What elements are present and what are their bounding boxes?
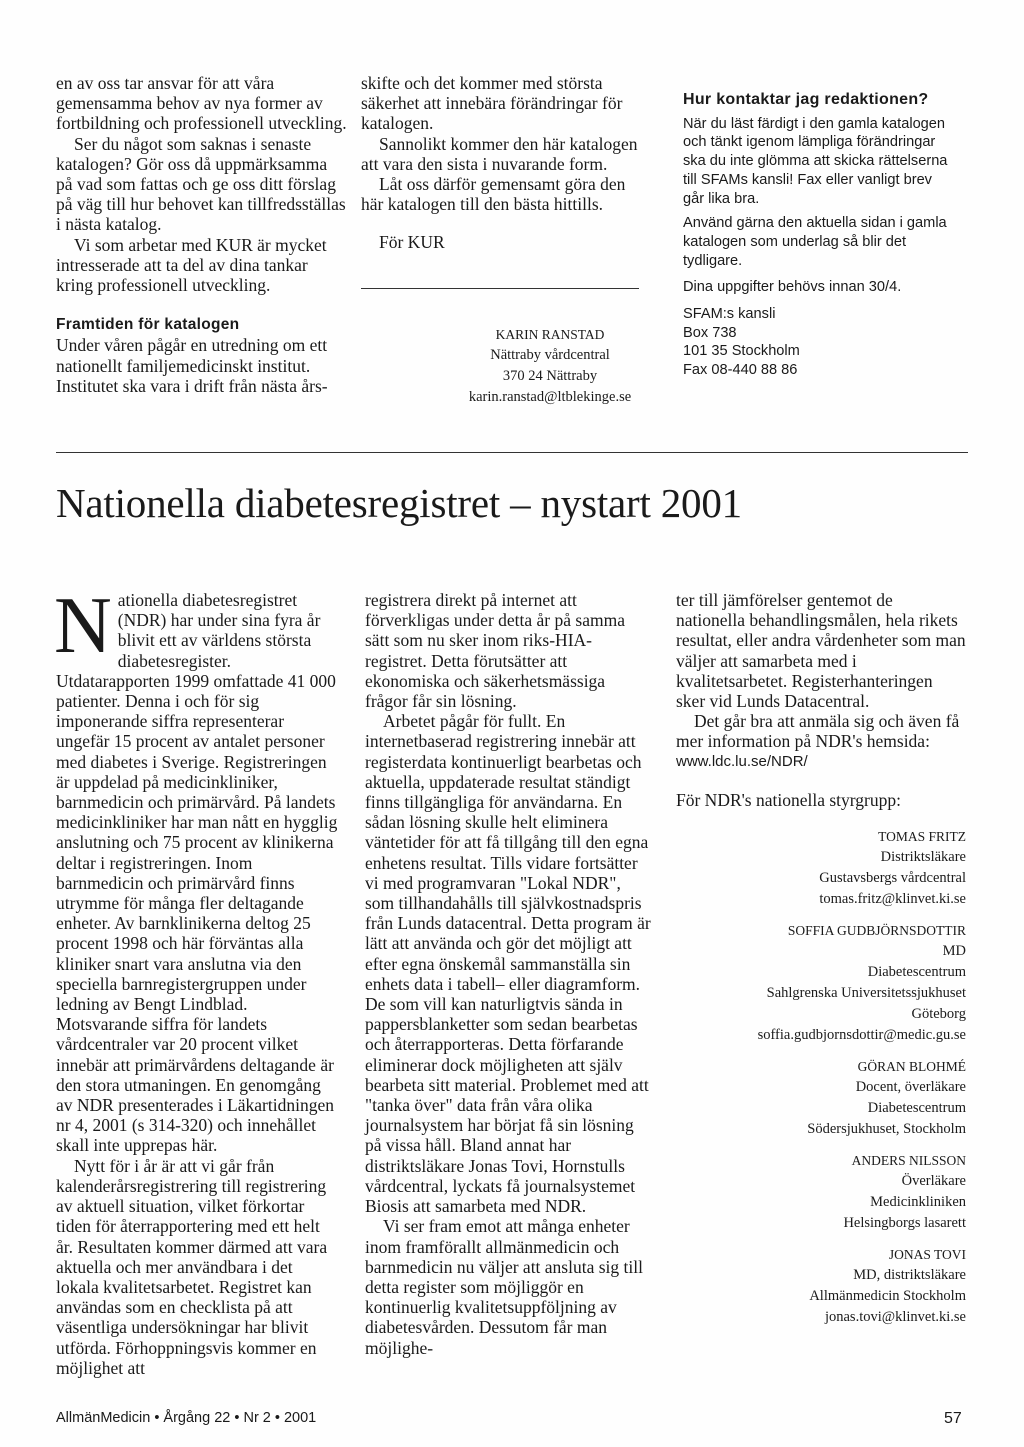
sidebar-deadline: Dina uppgifter behövs innan 30/4. (683, 279, 902, 296)
contact-name: ANDERS NILSSON (851, 1153, 966, 1169)
contact-email: soffia.gudbjornsdottir@medic.gu.se (757, 1027, 966, 1044)
page-number: 57 (944, 1410, 962, 1427)
signature-block (440, 324, 660, 408)
contact-list (676, 826, 966, 1328)
sidebar-address-line-2: Box 738 (683, 324, 737, 341)
contact-block (676, 920, 966, 1046)
article-col3-para-1: ter till jämförelser gentemot de nationella behandlingsmålen, hela rikets resultat, eller andra vårdenheter som man väljer att samarbeta med i kvalitetsarbetet. Registerhanteringen sker vid Lunds Datacentral. (676, 590, 966, 712)
drop-cap: N (54, 582, 112, 670)
article-col2-para-2: Arbetet pågår för fullt. En internetbaserad registrering innebär att registerdata kontinuerligt bearbetas och aktuella, uppdaterade resultat ständigt finns tillgängliga för användarna. En sådan lösning skulle helt eliminera väntetider för att få tillgång till den egna enhetens resultat. Tills vidare fortsätter vi med programvaran "Lokal NDR", som tillhandahålls till självkostnadspris från Lunds datacentral. Detta program är lätt att använda och gör det möjligt att efter egna önskemål sammanställa sin enhets data i tabell– eller diagramform. De som vill kan naturligtvis sända in pappersblanketter som sedan bearbetas och återrapporteras. Detta förfarande eliminerar dock möjligheten att själv bearbeta sitt material. Problemet med att "tanka över" data från våra olika journalsystem har börjat få sin lösning på vissa håll. Bland annat har distriktsläkare Jonas Tovi, Hornstulls vårdcentral, lyckats få journalsystemet Biosis att samarbeta med NDR. (365, 711, 651, 1217)
sidebar-para-2: Använd gärna den aktuella sidan i gamla katalogen som underlag så blir det tydligare. (683, 215, 947, 269)
signature-workplace: Nättraby vårdcentral (490, 347, 610, 363)
signoff-rule (361, 288, 639, 289)
contact-block (676, 1056, 966, 1140)
top-col1-para-1: en av oss tar ansvar för att våra gemensamma behov av nya former av fortbildning och professionell utveckling. (56, 73, 347, 134)
article-column-1 (54, 582, 338, 1378)
contact-name: SOFFIA GUDBJÖRNSDOTTIR (787, 923, 966, 939)
signature-name: KARIN RANSTAD (495, 327, 605, 342)
contact-department: Medicinkliniken (870, 1194, 966, 1211)
sidebar-fax: Fax 08-440 88 86 (683, 362, 798, 379)
top-col1-para-4: Under våren pågår en utredning om ett nationellt familjemedicinskt institut. Institutet ska vara i drift från nästa års- (56, 335, 328, 396)
contact-title: Distriktsläkare (880, 849, 966, 866)
contact-workplace: Sahlgrenska Universitetssjukhuset (766, 985, 966, 1002)
article-intro-text: ationella diabetesregistret (NDR) har under sina fyra år blivit ett av världens största diabetesregister. Utdatarapporten 1999 omfattade 41 000 patienter. Denna i och för sig imponerande siffra representerar ungefär 15 procent av antalet personer med diabetes i Sverige. Registreringen är uppdelad på medicinkliniker, barnmedicin och primärvård. På landets medicinkliniker har man nått en hygglig anslutning och 75 procent av klinikerna deltar i registreringen. Inom barnmedicin och primärvård finns utrymme för många fler deltagande enheter. Av barnklinikerna deltog 25 procent 1998 och här förväntas alla kliniker snart vara anslutna via den speciella barnregistergruppen under ledning av Bengt Lindblad. Motsvarande siffra för landets vårdcentraler var 20 procent vilket innebär att primärvårdens deltagande är den stora utmaningen. En genomgång av NDR presenterades i Läkartidningen nr 4, 2001 (s 314-320) och innehållet skall inte upprepas här. (56, 590, 338, 1156)
sidebar-para-1: När du läst färdigt i den gamla katalogen och tänkt igenom lämpliga förändringar ska du inte glömma att skicka rättelserna till SFAMs kansli! Fax eller vanligt brev går lika bra. (683, 115, 948, 207)
contact-title: Docent, överläkare (855, 1079, 966, 1096)
contact-email: jonas.tovi@klinvet.ki.se (824, 1309, 966, 1326)
contact-email: tomas.fritz@klinvet.ki.se (819, 891, 966, 908)
article-col3-para-2: Det går bra att anmäla sig och även få mer information på NDR's hemsida: (676, 711, 960, 752)
top-col1-para-3: Vi som arbetar med KUR är mycket intresserade att ta del av dina tankar kring professionell utveckling. (56, 234, 327, 296)
article-col1-para-2: Nytt för i år är att vi går från kalenderårsregistrering till registrering av aktuell situation, vilket förkortar tiden för återrapportering med ett helt år. Resultaten kommer därmed att vara aktuella och mer användbara i det lokala kvalitetsarbetet. Registret kan användas som en checklista på att väsentliga undersökningar har blivit utförda. Förhoppningsvis kommer en möjlighet att (56, 1155, 328, 1378)
contact-department: Diabetescentrum (867, 964, 966, 981)
contact-title: MD, distriktsläkare (853, 1267, 966, 1284)
contact-workplace: Södersjukhuset, Stockholm (807, 1121, 966, 1138)
signoff-text: För KUR (379, 232, 445, 253)
steering-group-heading: För NDR's nationella styrgrupp: (676, 789, 901, 810)
article-col2-para-3: Vi ser fram emot att många enheter inom framförallt allmänmedicin och barnmedicin nu väljer att ansluta sig till detta register som möjliggör en kontinuerlig kvalitetsuppföljning av diabetesvården. Dessutom får man möjlighe- (365, 1216, 643, 1358)
contact-block (676, 826, 966, 910)
section-heading-future: Framtiden för katalogen (56, 316, 240, 334)
contact-title: MD (942, 943, 966, 960)
top-column-1 (56, 73, 348, 396)
signature-email: karin.ranstad@ltblekinge.se (468, 389, 632, 405)
top-col1-para-2: Ser du något som saknas i senaste katalogen? Gör oss då uppmärksamma på vad som fattas och ge oss ditt förslag på väg till hur behovet kan tillfredsställas i nästa katalog. (56, 133, 346, 235)
contact-sidebar (683, 91, 953, 380)
top-column-2 (361, 73, 651, 253)
sidebar-address-line-3: 101 35 Stockholm (683, 343, 800, 360)
top-col2-para-1: skifte och det kommer med största säkerhet att innebära förändringar för katalogen. (361, 73, 623, 134)
contact-city: Göteborg (911, 1006, 966, 1023)
article-column-2 (365, 590, 651, 1358)
sidebar-heading: Hur kontaktar jag redaktionen? (683, 91, 929, 108)
journal-footer: AllmänMedicin • Årgång 22 • Nr 2 • 2001 (56, 1410, 317, 1426)
contact-block (676, 1244, 966, 1328)
contact-workplace: Gustavsbergs vårdcentral (819, 870, 966, 887)
top-col2-para-3: Låt oss därför gemensamt göra den här katalogen till den bästa hittills. (361, 174, 626, 215)
article-col2-para-1: registrera direkt på internet att förverkligas under detta år på samma sätt som nu sker inom riks-HIA-registret. Detta förutsätter att ekonomiska och säkerhetsmässiga frågor får sin lösning. (365, 590, 625, 712)
contact-department: Diabetescentrum (867, 1100, 966, 1117)
contact-name: TOMAS FRITZ (878, 829, 966, 845)
top-col2-para-2: Sannolikt kommer den här katalogen att vara den sista i nuvarande form. (361, 133, 638, 174)
article-title: Nationella diabetesregistret – nystart 2001 (56, 480, 742, 526)
contact-name: JONAS TOVI (888, 1247, 966, 1263)
article-column-3 (676, 590, 966, 1338)
section-divider (56, 452, 968, 453)
signature-address: 370 24 Nättraby (502, 368, 598, 384)
contact-name: GÖRAN BLOHMÉ (857, 1059, 966, 1075)
article-intro (54, 582, 338, 1156)
contact-title: Överläkare (901, 1173, 966, 1190)
contact-workplace: Allmänmedicin Stockholm (809, 1288, 966, 1305)
contact-workplace: Helsingborgs lasarett (843, 1215, 966, 1232)
contact-block (676, 1150, 966, 1234)
sidebar-address-line-1: SFAM:s kansli (683, 306, 776, 323)
ndr-website-link[interactable]: www.ldc.lu.se/NDR/ (676, 752, 808, 770)
